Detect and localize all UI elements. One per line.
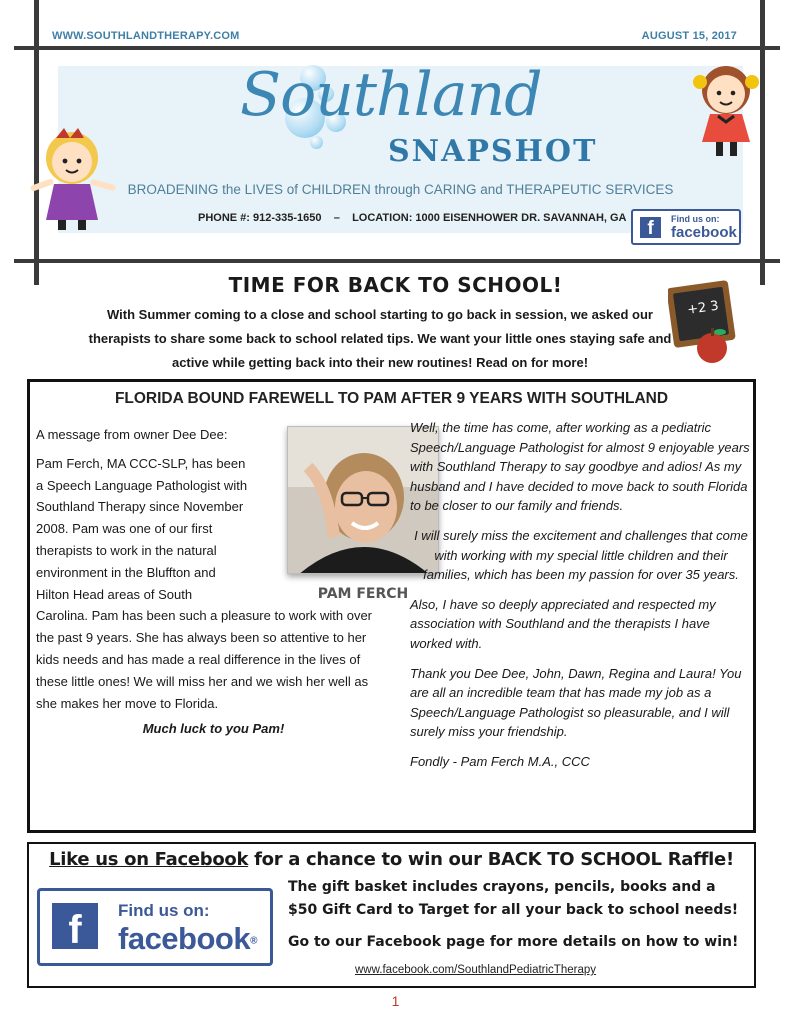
registered-mark: ® (250, 935, 257, 947)
chalkboard-text: +2 3 (686, 298, 720, 318)
logo-bubble-icon (310, 136, 323, 149)
facebook-badge[interactable] (631, 209, 741, 245)
letter-paragraph: Well, the time has come, after working as a pediatric Speech/Language Pathologist for almost 9 enjoyable years with Southland Therapy to say goodbye and adios! As my husband and I have decided to move back to south Florida to be closer to our family and friends. (410, 420, 750, 514)
frame-top-line (14, 46, 780, 50)
farewell-title: FLORIDA BOUND FAREWELL TO PAM AFTER 9 YEARS WITH SOUTHLAND (114, 390, 669, 407)
contact-info: PHONE #: 912-335-1650 – LOCATION: 1000 EISENHOWER DR. SAVANNAH, GA (198, 212, 627, 224)
facebook-raffle (27, 842, 756, 988)
raffle-facebook-link[interactable]: Like us on Facebook (49, 849, 249, 870)
owner-message-closing: Much luck to you Pam! (142, 721, 285, 737)
raffle-prize-text: The gift basket includes crayons, pencils, books and a $50 Gift Card to Target for all your back to school needs! (288, 879, 739, 918)
letter-paragraph: Also, I have so deeply appreciated and respected my association with Southland and the therapists I have worked with. (410, 596, 716, 651)
chalkboard-apple-icon (668, 278, 742, 366)
back-to-school-intro: With Summer coming to a close and school starting to go back in session, we asked our therapists to share some back to school related tips. We want your little ones staying safe and active while getting back into their new routines! Read on for more! (88, 307, 672, 370)
raffle-headline-end: Raffle! (661, 849, 734, 870)
facebook-badge-wordmark: facebook (671, 224, 737, 241)
raffle-instructions: Go to our Facebook page for more details on how to win! (288, 934, 739, 950)
owner-message-intro: A message from owner Dee Dee: (36, 427, 228, 442)
back-to-school-title: TIME FOR BACK TO SCHOOL! (228, 273, 563, 297)
facebook-badge-label: Find us on: (671, 214, 720, 224)
owner-message-paragraph-cont: Carolina. Pam has been such a pleasure to work with over the past 9 years. She has always been so attentive to her kids needs and has made a real difference in the lives of these little ones! We will miss her and we wish her well as she makes her move to Florida. (36, 608, 373, 711)
photo-caption: PAM FERCH (317, 586, 409, 602)
pam-letter (410, 418, 752, 782)
raffle-headline-strong: BACK TO SCHOOL (487, 849, 662, 870)
facebook-badge-label: Find us on: (118, 901, 210, 920)
website-link[interactable]: WWW.SOUTHLANDTHERAPY.COM (52, 30, 240, 42)
letter-paragraph: Thank you Dee Dee, John, Dawn, Regina and Laura! You are all an incredible team that has made my job as a Speech/Language Pathologist so pleasurable, and I will surely miss your friendship. (410, 665, 742, 740)
facebook-wordmark-text: facebook (118, 921, 251, 956)
letter-signoff: Fondly - Pam Ferch M.A., CCC (410, 753, 590, 769)
frame-bottom-line (14, 259, 780, 263)
logo-subtitle: SNAPSHOT (388, 134, 598, 169)
facebook-icon: f (52, 903, 98, 949)
logo-title: Southland (240, 60, 542, 130)
girl-red-dress-illustration (680, 58, 772, 162)
farewell-article (27, 379, 756, 833)
raffle-headline-text: for a chance to win our (248, 849, 488, 870)
page-number: 1 (391, 993, 400, 1009)
facebook-icon: f (640, 217, 661, 238)
owner-message-paragraph: Pam Ferch, MA CCC-SLP, has been a Speech Language Pathologist with Southland Therapy since November 2008. Pam was one of our first therapists to work in the natural environment in the Bluffton and Hilton Head areas of South (36, 455, 248, 602)
letter-paragraph: I will surely miss the excitement and challenges that come with working with my special little children and their families, which has been my passion for over 35 years. (414, 527, 748, 583)
facebook-badge-large[interactable] (37, 888, 273, 966)
facebook-page-link[interactable]: www.facebook.com/SouthlandPediatricTherapy (355, 964, 596, 976)
girl-purple-dress-illustration (24, 124, 124, 232)
issue-date: AUGUST 15, 2017 (641, 30, 737, 42)
tagline: BROADENING the LIVES of CHILDREN through CARING and THERAPEUTIC SERVICES (127, 182, 674, 197)
raffle-headline (29, 849, 754, 870)
facebook-badge-wordmark (118, 921, 257, 957)
raffle-details (288, 876, 748, 954)
